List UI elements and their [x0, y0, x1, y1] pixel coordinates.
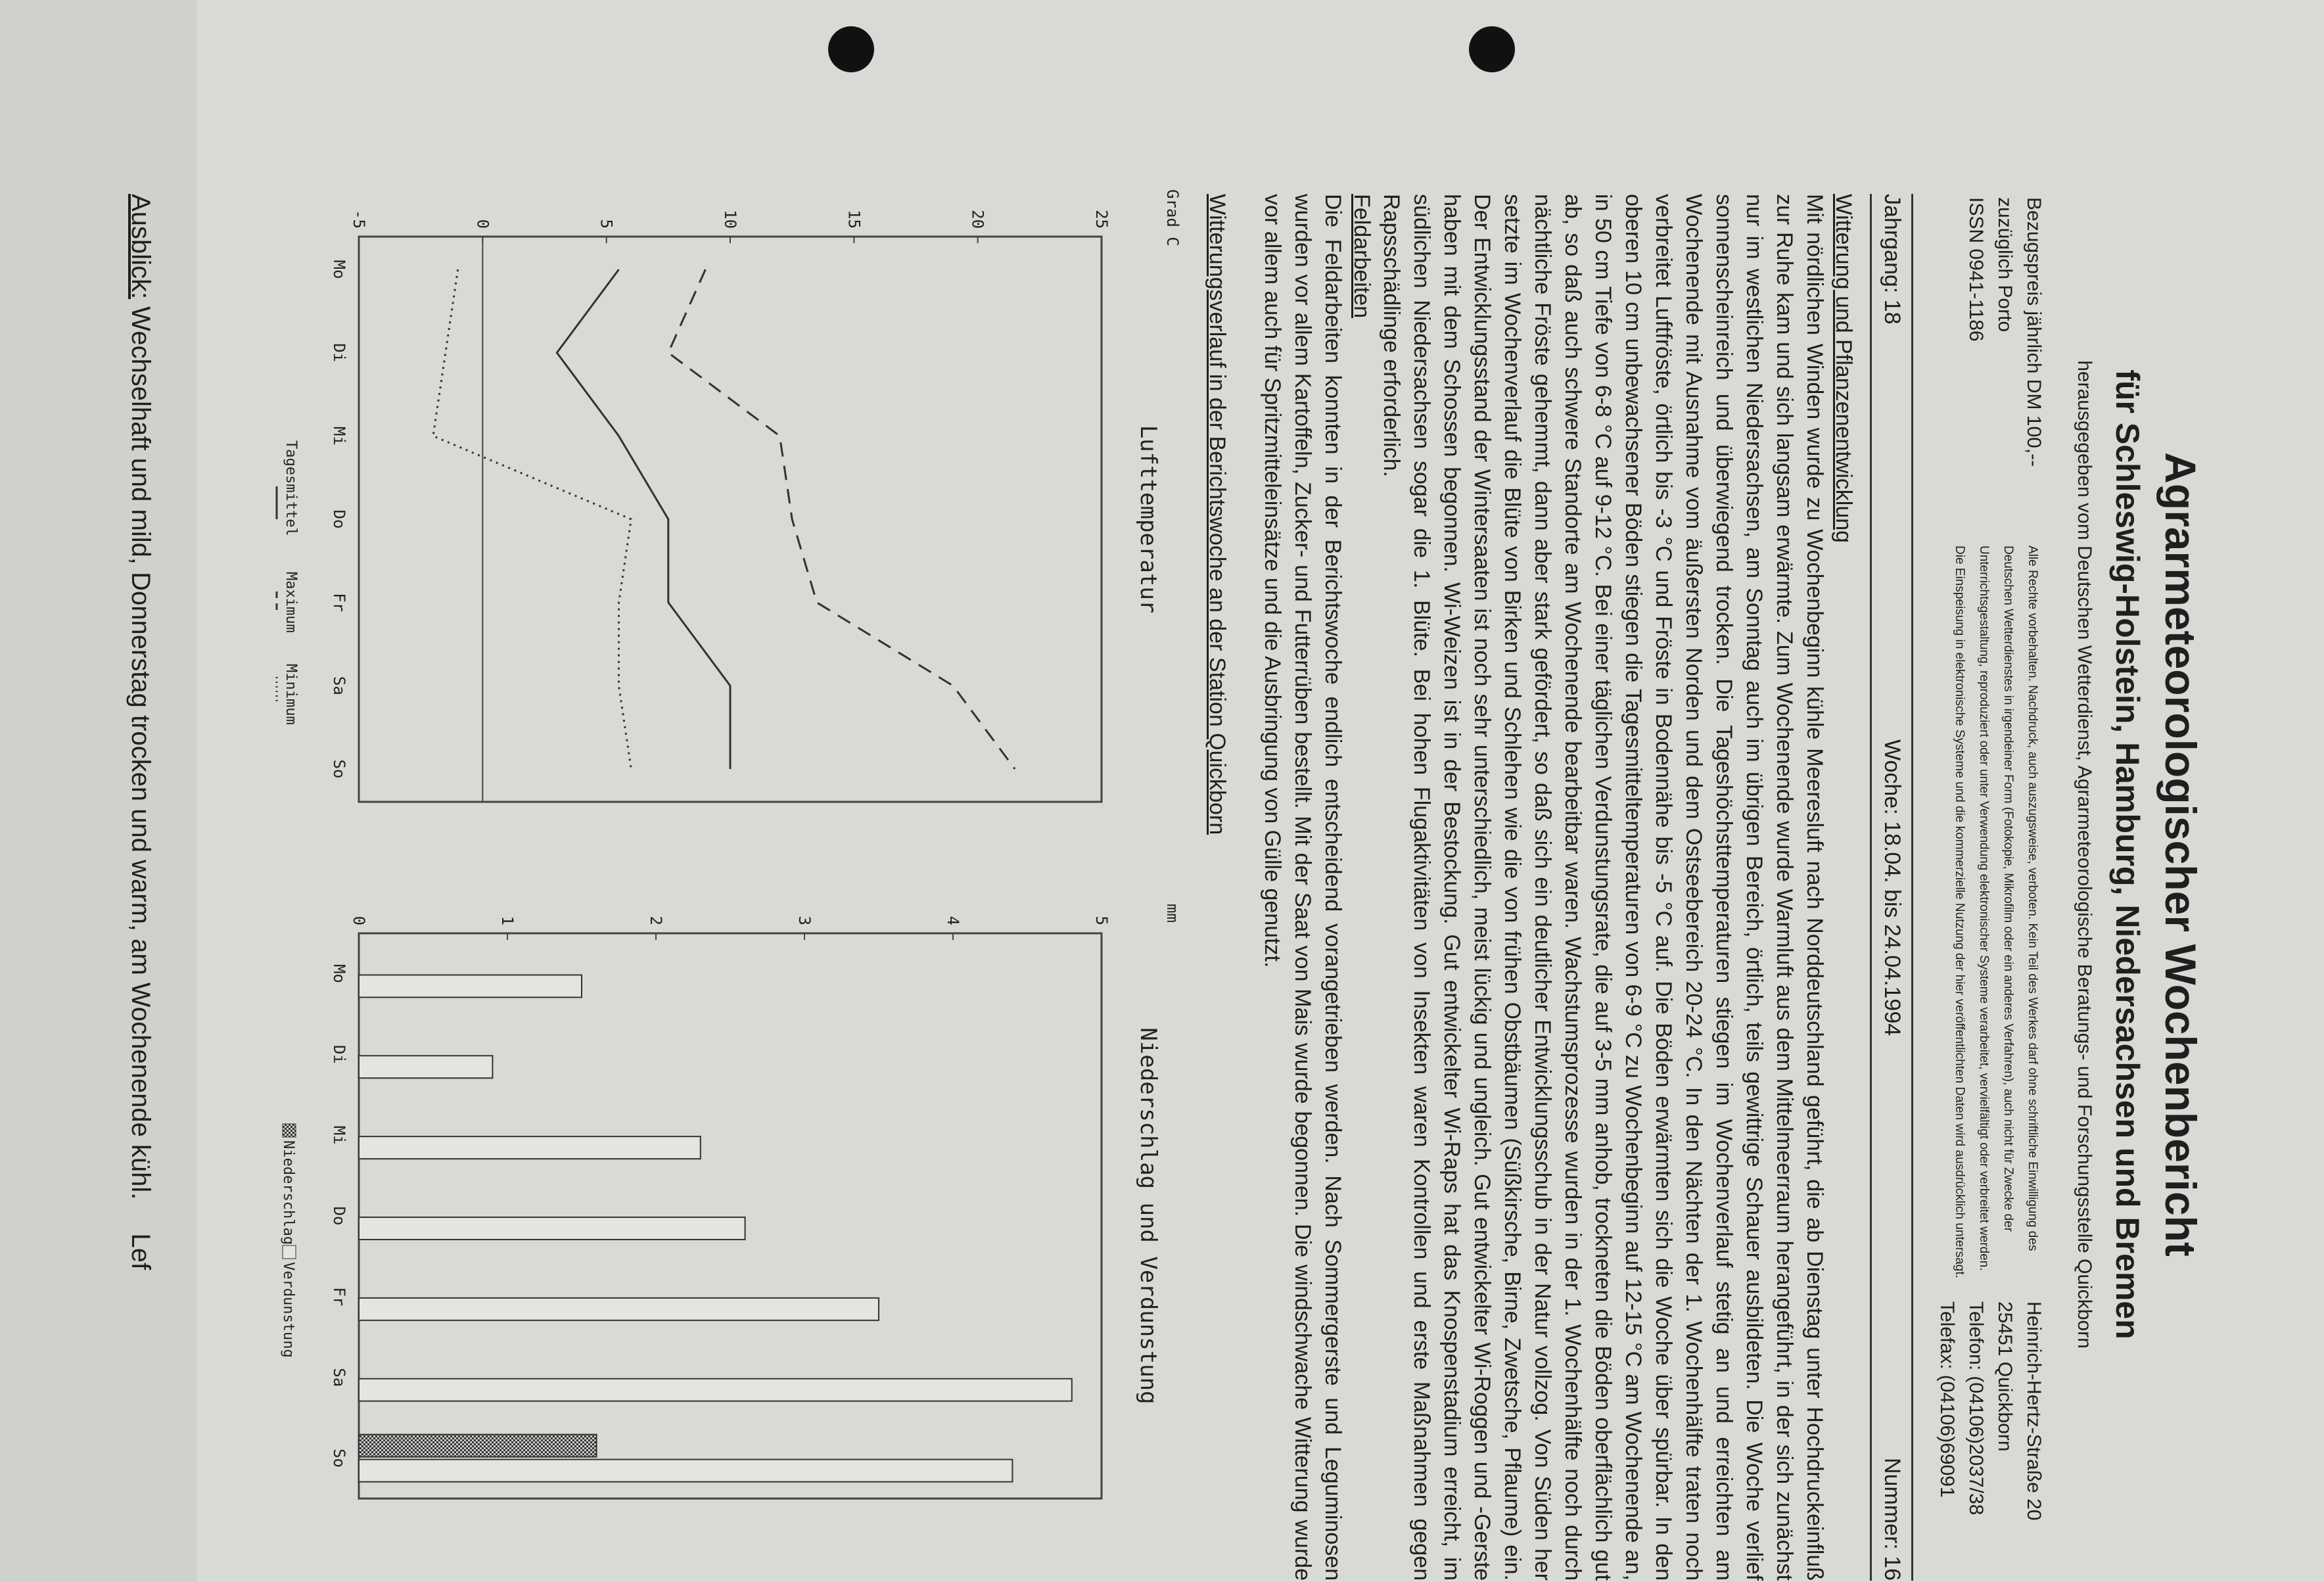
section-weather-text: Mit nördlichen Winden wurde zu Wochenbeginn kühle Meeresluft nach Norddeutschland geführt, die ab Dienstag unter Hochdruckeinfluß zur Ruhe kam und sich langsam erwärmte. Zum Wochenende wurde Warmluft aus dem Mittelmeerraum herangeführt, in der sich zunächst nur im westlichen Niedersachsen, am Sonntag auch im übrigen Bereich, örtlich, teils gewittrige Schauer ausbildeten. Die Woche verlief sonnenscheinreich und überwiegend trocken. Die Tageshöchsttemperaturen stiegen im Wochenverlauf stetig an und erreichten am Wochenende mit Ausnahme vom äußersten Norden und dem Ostseebereich 20-24 °C. In den Nächten der 1. Wochenhälfte traten noch verbreitet Luftfröste, örtlich bis -3 °C und Fröste in Bodennähe bis -5 °C auf. Die Böden erwärmten sich die Woche über spürbar. In den oberen 10 cm unbewachsener Böden stiegen die Tagesmitteltemperaturen von 6-9 °C zu Wochenbeginn auf 12-15 °C am Wochenende an, in 50 cm Tiefe von 6-8 °C auf 9-12 °C. Bei einer täglichen Verdunstungsrate, die auf 3-5 mm anhob, trockneten die Böden oberflächlich gut ab, so daß auch schwere Standorte am Wochenende bearbeitbar waren. Wachstumsprozesse wurden in der 1. Wochenhälfte noch durch nächtliche Fröste gehemmt, dann aber stark gefördert, so daß sich ein deutlicher Entwicklungsschub in der Natur vollzog. Von Süden her setzte im Wochenverlauf die Blüte von Birken und Schlehen wie die von frühen Obstbäumen (Süßkirsche, Birne, Zwetsche, Pflaume) ein. Der Entwicklungsstand der Wintersaaten ist noch sehr unterschiedlich, meist lückig und ungleich. Gut entwickelter Wi-Roggen und -Gerste haben mit dem Schossen begonnen. Wi-Weizen ist in der Bestockung. Gut entwickelter Wi-Raps hat das Knospenstadium erreicht, im südlichen Niedersachsen sogar die 1. Blüte. Bei hohen Flugaktivitäten von Insekten waren Kontrollen und erste Maßnahmen gegen Rapsschädlinge erforderlich.	[1379, 194, 1827, 1581]
bar-verdunstung	[359, 975, 582, 997]
address-phone: Telefon: (04106)2037/38	[1965, 1301, 1987, 1516]
bar-verdunstung	[359, 1298, 879, 1320]
rain-ytick-label: 3	[795, 916, 814, 925]
price-line: Bezugspreis jährlich DM 100,--	[2023, 197, 2045, 467]
temp-xtick-label: Mo	[330, 260, 348, 279]
rain-ytick-label: 5	[1092, 916, 1111, 925]
bar-verdunstung	[359, 1460, 1012, 1482]
address-city: 25451 Quickborn	[1994, 1301, 2016, 1452]
rain-legend	[280, 1124, 296, 1358]
legend-niederschlag-swatch	[283, 1124, 296, 1137]
rain-ytick-label: 0	[350, 916, 368, 925]
rain-chart-title: Niederschlag und Verdunstung	[1135, 1027, 1161, 1405]
publisher-line: herausgegeben vom Deutschen Wetterdienst, Agrarmeteorologische Beratungs- und Forschungsstelle Quickborn	[2074, 360, 2095, 1349]
section-weather-heading: Witterung und Pflanzenentwicklung	[1831, 194, 1856, 544]
legend-verdunstung-swatch	[283, 1245, 296, 1259]
temp-ytick-label: 10	[721, 210, 739, 229]
bar-verdunstung	[359, 1217, 745, 1240]
price-block	[1961, 197, 2048, 539]
rain-chart-frame	[359, 933, 1102, 1499]
temp-series-tagesmittel	[557, 269, 730, 769]
rain-xtick-label: Mi	[330, 1125, 348, 1145]
porto-line: zuzüglich Porto	[1994, 197, 2016, 333]
temp-ytick-label: 15	[845, 210, 864, 229]
bar-verdunstung	[359, 1379, 1072, 1401]
temp-xtick-label: Fr	[330, 593, 348, 613]
rain-xtick-label: Di	[330, 1044, 348, 1064]
rain-xtick-label: So	[330, 1449, 348, 1468]
temp-series-maximum	[668, 269, 1015, 769]
temp-chart-ylabel: Grad C	[1163, 189, 1182, 246]
precipitation-chart	[241, 848, 1194, 1512]
rule-bottom	[1870, 194, 1872, 1581]
temp-ytick-label: 0	[473, 219, 492, 229]
temp-xtick-label: Do	[330, 509, 348, 529]
issn-line: ISSN 0941-1186	[1965, 197, 1987, 342]
address-street: Heinrich-Hertz-Straße 20	[2023, 1301, 2045, 1521]
nummer: Nummer: 16	[1880, 1457, 1905, 1581]
bar-verdunstung	[359, 1136, 701, 1159]
outlook	[126, 194, 155, 1270]
outlook-label: Ausblick:	[126, 194, 155, 300]
rights-notice: Alle Rechte vorbehalten. Nachdruck, auch auszugsweise, verboten. Kein Teil des Werkes darf ohne schriftliche Einwilligung des Deutschen Wetterdienstes in irgendeiner Form (Fotokopie, Mikrofilm oder ein anderes Verfahren), auch nicht für Zwecke der Unterrichtsgestaltung, reproduziert oder unter Verwendung elektronischer Systeme verarbeitet, vervielfältigt oder verbreitet werden. Die Einspeisung in elektronische Systeme und die kommerzielle Nutzung der hier veröffentlichten Daten wird ausdrücklich untersagt.	[1953, 546, 2039, 1278]
rain-ytick-label: 4	[944, 916, 962, 925]
rule-top	[1911, 194, 1913, 1581]
bar-verdunstung	[359, 1056, 492, 1078]
legend-minimum: Minimum	[283, 664, 299, 725]
outlook-text: Wechselhaft und mild, Donnerstag trocken und warm, am Wochenende kühl.	[126, 299, 155, 1200]
address-block	[1932, 1301, 2048, 1577]
temp-ytick-label: -5	[350, 210, 368, 229]
rain-ytick-label: 2	[647, 916, 665, 925]
woche: Woche: 18.04. bis 24.04.1994	[1880, 739, 1905, 1036]
rain-ytick-label: 1	[498, 916, 517, 925]
legend-niederschlag: Niederschlag	[280, 1140, 296, 1245]
section-fieldwork-heading: Feldarbeiten	[1349, 194, 1374, 319]
temp-ytick-label: 5	[597, 219, 616, 229]
section-fieldwork-text: Die Feldarbeiten konnten in der Berichtswoche endlich entscheidend vorangetrieben werden. Nach Sommergerste und Leguminosen wurden vor allem Kartoffeln, Zucker- und Futterrüben bestellt. Mit der Saat von Mais wurde begonnen. Die windschwache Witterung wurde vor allem auch für Spritzmitteleinsätze und die Ausbringung von Gülle genutzt.	[1260, 194, 1345, 1581]
rain-xtick-label: Sa	[330, 1368, 348, 1387]
temp-legend	[277, 440, 299, 725]
legend-verdunstung: Verdunstung	[280, 1262, 296, 1358]
rain-chart-ylabel: mm	[1163, 904, 1182, 923]
temp-ytick-label: 20	[968, 210, 987, 229]
rain-xtick-label: Mo	[330, 964, 348, 983]
temp-xtick-label: Di	[330, 343, 348, 363]
address-fax: Telefax: (04106)69091	[1936, 1301, 1958, 1498]
legend-tagesmittel: Tagesmittel	[283, 440, 299, 536]
rain-xtick-label: Fr	[330, 1287, 348, 1307]
temp-ytick-label: 25	[1092, 210, 1111, 229]
temp-series-minimum	[433, 269, 631, 769]
temp-xtick-label: Mi	[330, 426, 348, 446]
rain-xtick-label: Do	[330, 1206, 348, 1226]
jahrgang: Jahrgang: 18	[1880, 194, 1905, 325]
bar-niederschlag	[359, 1435, 597, 1457]
report-subtitle: für Schleswig-Holstein, Hamburg, Niedersachsen und Bremen	[2109, 369, 2146, 1339]
report-title: Agrarmeteorologischer Wochenbericht	[2156, 452, 2205, 1257]
section-station-heading: Witterungsverlauf in der Berichtswoche an der Station Quickborn	[1205, 194, 1230, 835]
temp-xtick-label: Sa	[330, 676, 348, 695]
temp-chart-title: Lufttemperatur	[1135, 425, 1161, 614]
legend-maximum: Maximum	[283, 572, 299, 633]
outlook-author: Lef	[126, 1233, 155, 1270]
temp-xtick-label: So	[330, 759, 348, 779]
temperature-chart	[241, 151, 1194, 815]
